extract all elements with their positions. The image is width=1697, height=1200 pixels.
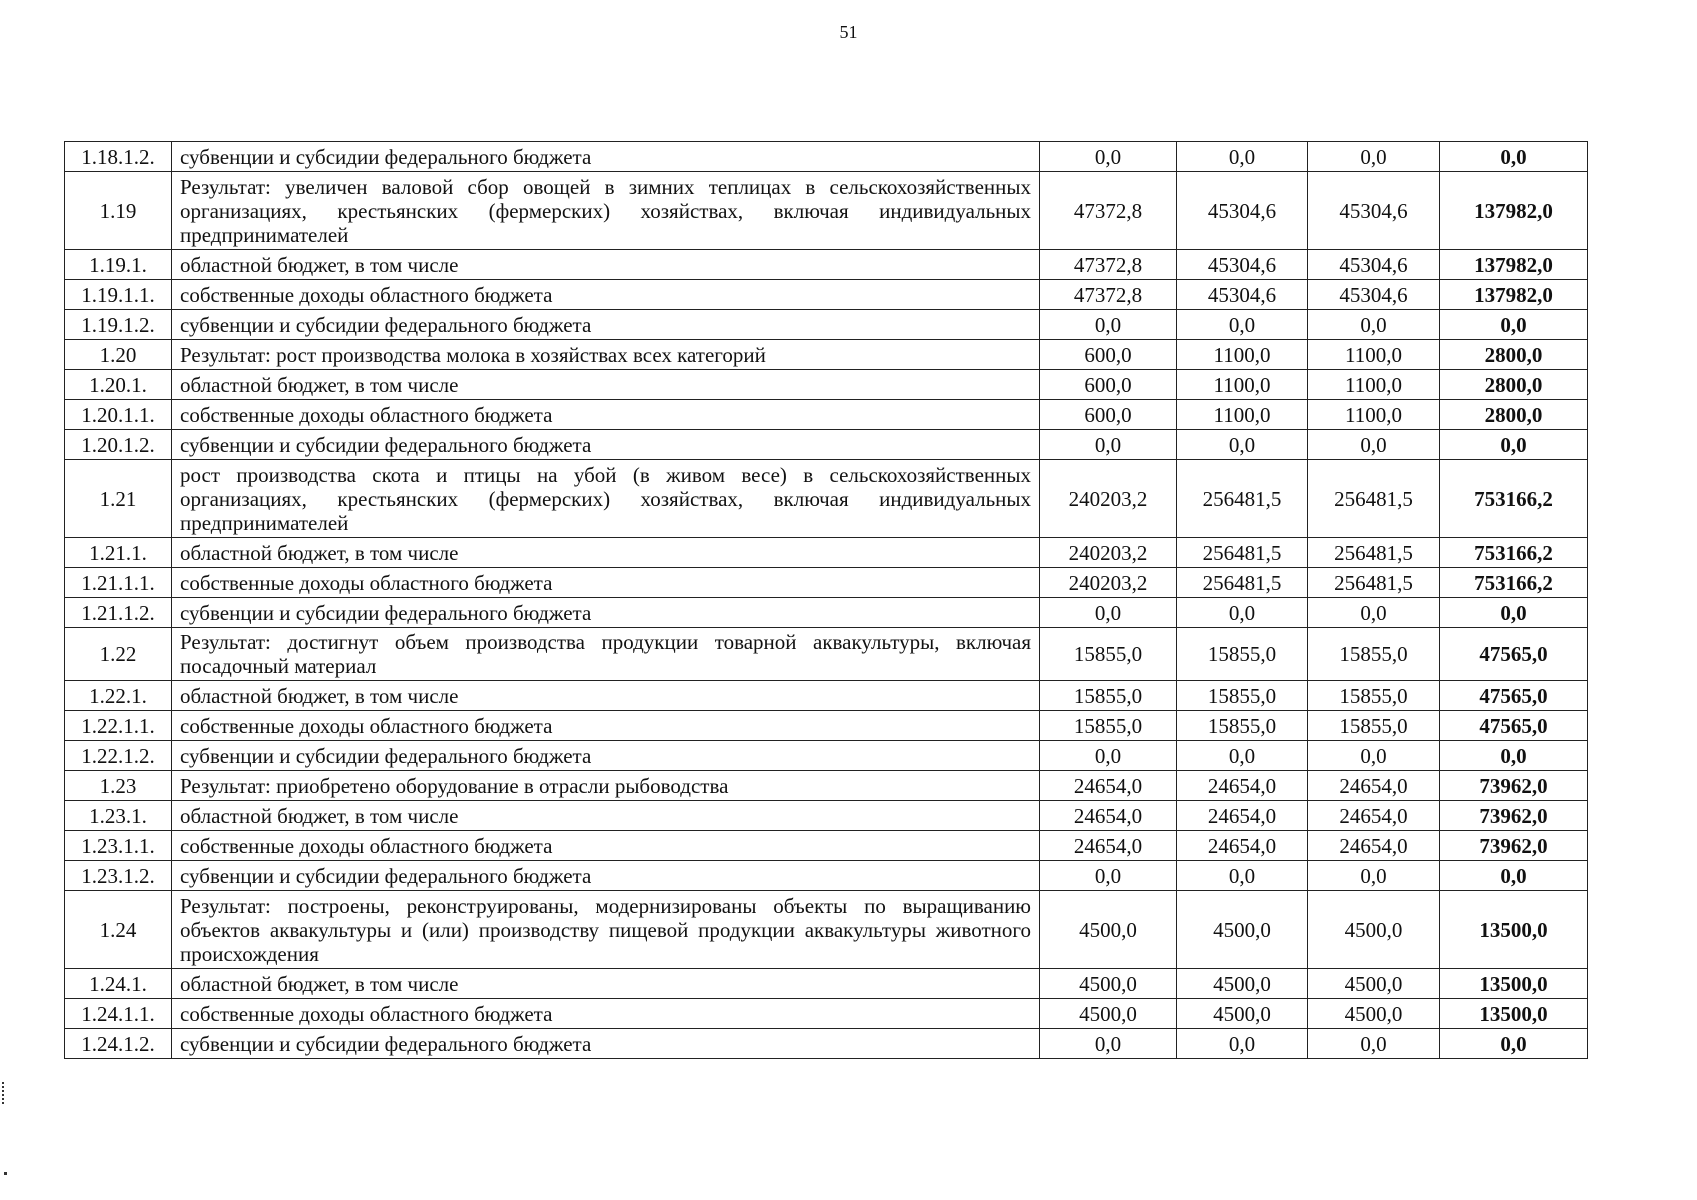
table-row <box>65 771 1588 801</box>
row-total: 47565,0 <box>1440 681 1588 711</box>
table-row <box>65 598 1588 628</box>
table-row <box>65 831 1588 861</box>
row-value-1: 0,0 <box>1040 310 1177 340</box>
row-value-2: 24654,0 <box>1177 771 1308 801</box>
row-value-1: 24654,0 <box>1040 801 1177 831</box>
row-value-3: 1100,0 <box>1308 400 1440 430</box>
row-total: 73962,0 <box>1440 771 1588 801</box>
row-total: 73962,0 <box>1440 801 1588 831</box>
row-description: собственные доходы областного бюджета <box>172 568 1040 598</box>
row-total: 13500,0 <box>1440 891 1588 969</box>
row-value-3: 0,0 <box>1308 310 1440 340</box>
row-value-1: 47372,8 <box>1040 172 1177 250</box>
row-total: 0,0 <box>1440 430 1588 460</box>
row-total: 753166,2 <box>1440 538 1588 568</box>
row-value-2: 45304,6 <box>1177 250 1308 280</box>
row-value-1: 24654,0 <box>1040 771 1177 801</box>
row-description: областной бюджет, в том числе <box>172 538 1040 568</box>
table-row <box>65 711 1588 741</box>
row-value-3: 4500,0 <box>1308 999 1440 1029</box>
row-code: 1.19.1.1. <box>65 280 172 310</box>
row-total: 0,0 <box>1440 310 1588 340</box>
row-value-2: 4500,0 <box>1177 999 1308 1029</box>
table-row <box>65 538 1588 568</box>
row-value-3: 256481,5 <box>1308 568 1440 598</box>
row-value-2: 45304,6 <box>1177 280 1308 310</box>
table-row <box>65 568 1588 598</box>
table-row <box>65 460 1588 538</box>
row-value-3: 0,0 <box>1308 1029 1440 1059</box>
row-description: собственные доходы областного бюджета <box>172 999 1040 1029</box>
row-code: 1.20 <box>65 340 172 370</box>
row-value-1: 240203,2 <box>1040 460 1177 538</box>
budget-table-body <box>65 142 1588 1059</box>
row-value-2: 15855,0 <box>1177 711 1308 741</box>
row-value-1: 0,0 <box>1040 861 1177 891</box>
row-total: 47565,0 <box>1440 711 1588 741</box>
row-total: 2800,0 <box>1440 370 1588 400</box>
table-row <box>65 1029 1588 1059</box>
row-description: Результат: увеличен валовой сбор овощей в зимних теплицах в сельскохозяйственных организациях, крестьянских (фермерских) хозяйствах, включая индивидуальных предпринимателей <box>172 172 1040 250</box>
table-row <box>65 250 1588 280</box>
row-code: 1.23.1. <box>65 801 172 831</box>
row-description: собственные доходы областного бюджета <box>172 831 1040 861</box>
row-value-2: 15855,0 <box>1177 681 1308 711</box>
table-row <box>65 741 1588 771</box>
row-code: 1.20.1.2. <box>65 430 172 460</box>
row-description: собственные доходы областного бюджета <box>172 280 1040 310</box>
row-value-1: 0,0 <box>1040 430 1177 460</box>
row-value-3: 24654,0 <box>1308 801 1440 831</box>
row-value-1: 240203,2 <box>1040 538 1177 568</box>
row-description: Результат: рост производства молока в хозяйствах всех категорий <box>172 340 1040 370</box>
row-total: 13500,0 <box>1440 999 1588 1029</box>
row-code: 1.23.1.2. <box>65 861 172 891</box>
row-code: 1.24.1.1. <box>65 999 172 1029</box>
row-description: субвенции и субсидии федерального бюджета <box>172 430 1040 460</box>
row-value-3: 0,0 <box>1308 861 1440 891</box>
row-value-1: 600,0 <box>1040 370 1177 400</box>
row-value-3: 45304,6 <box>1308 172 1440 250</box>
row-value-2: 0,0 <box>1177 1029 1308 1059</box>
row-value-3: 45304,6 <box>1308 280 1440 310</box>
row-value-3: 15855,0 <box>1308 681 1440 711</box>
row-total: 137982,0 <box>1440 172 1588 250</box>
table-row <box>65 400 1588 430</box>
row-description: областной бюджет, в том числе <box>172 681 1040 711</box>
row-value-3: 15855,0 <box>1308 628 1440 681</box>
row-code: 1.21.1.1. <box>65 568 172 598</box>
row-code: 1.19.1. <box>65 250 172 280</box>
row-code: 1.19.1.2. <box>65 310 172 340</box>
row-description: Результат: достигнут объем производства продукции товарной аквакультуры, включая посадочный материал <box>172 628 1040 681</box>
row-total: 137982,0 <box>1440 250 1588 280</box>
row-total: 0,0 <box>1440 741 1588 771</box>
row-value-3: 0,0 <box>1308 142 1440 172</box>
row-value-2: 24654,0 <box>1177 801 1308 831</box>
row-value-1: 15855,0 <box>1040 628 1177 681</box>
row-value-2: 256481,5 <box>1177 538 1308 568</box>
row-value-3: 0,0 <box>1308 430 1440 460</box>
row-total: 2800,0 <box>1440 340 1588 370</box>
row-description: субвенции и субсидии федерального бюджета <box>172 598 1040 628</box>
table-row <box>65 999 1588 1029</box>
row-value-2: 0,0 <box>1177 310 1308 340</box>
row-value-2: 0,0 <box>1177 861 1308 891</box>
row-value-1: 4500,0 <box>1040 969 1177 999</box>
row-description: субвенции и субсидии федерального бюджета <box>172 861 1040 891</box>
table-row <box>65 681 1588 711</box>
row-value-1: 0,0 <box>1040 142 1177 172</box>
row-description: рост производства скота и птицы на убой (в живом весе) в сельскохозяйственных организациях, крестьянских (фермерских) хозяйствах, включая индивидуальных предпринимателей <box>172 460 1040 538</box>
table-row <box>65 172 1588 250</box>
row-value-3: 1100,0 <box>1308 340 1440 370</box>
page-number: 51 <box>839 22 858 42</box>
row-value-1: 4500,0 <box>1040 999 1177 1029</box>
row-total: 2800,0 <box>1440 400 1588 430</box>
row-total: 13500,0 <box>1440 969 1588 999</box>
row-total: 0,0 <box>1440 598 1588 628</box>
row-value-2: 1100,0 <box>1177 370 1308 400</box>
row-total: 753166,2 <box>1440 460 1588 538</box>
table-row <box>65 142 1588 172</box>
row-description: субвенции и субсидии федерального бюджета <box>172 1029 1040 1059</box>
row-value-1: 15855,0 <box>1040 681 1177 711</box>
row-value-3: 4500,0 <box>1308 969 1440 999</box>
row-value-1: 600,0 <box>1040 400 1177 430</box>
row-code: 1.22.1.1. <box>65 711 172 741</box>
row-description: областной бюджет, в том числе <box>172 801 1040 831</box>
row-value-3: 15855,0 <box>1308 711 1440 741</box>
row-total: 0,0 <box>1440 1029 1588 1059</box>
row-description: субвенции и субсидии федерального бюджета <box>172 741 1040 771</box>
scan-margin-mark <box>2 1082 7 1104</box>
row-total: 73962,0 <box>1440 831 1588 861</box>
row-description: Результат: построены, реконструированы, модернизированы объекты по выращиванию объектов аквакультуры и (или) производству пищевой продукции аквакультуры животного происхождения <box>172 891 1040 969</box>
row-description: субвенции и субсидии федерального бюджета <box>172 142 1040 172</box>
row-value-1: 0,0 <box>1040 598 1177 628</box>
row-description: областной бюджет, в том числе <box>172 969 1040 999</box>
row-total: 0,0 <box>1440 142 1588 172</box>
row-code: 1.22 <box>65 628 172 681</box>
row-value-1: 0,0 <box>1040 1029 1177 1059</box>
scan-margin-dot <box>4 1172 7 1175</box>
row-code: 1.21.1.2. <box>65 598 172 628</box>
row-code: 1.21.1. <box>65 538 172 568</box>
row-code: 1.22.1. <box>65 681 172 711</box>
row-code: 1.20.1. <box>65 370 172 400</box>
table-row <box>65 891 1588 969</box>
row-value-2: 0,0 <box>1177 741 1308 771</box>
row-total: 137982,0 <box>1440 280 1588 310</box>
table-row <box>65 310 1588 340</box>
table-row <box>65 340 1588 370</box>
row-code: 1.22.1.2. <box>65 741 172 771</box>
table-row <box>65 861 1588 891</box>
row-code: 1.23 <box>65 771 172 801</box>
row-value-2: 0,0 <box>1177 142 1308 172</box>
table-row <box>65 430 1588 460</box>
row-value-3: 256481,5 <box>1308 460 1440 538</box>
row-value-3: 24654,0 <box>1308 771 1440 801</box>
row-value-1: 240203,2 <box>1040 568 1177 598</box>
table-row <box>65 280 1588 310</box>
row-total: 47565,0 <box>1440 628 1588 681</box>
row-value-3: 24654,0 <box>1308 831 1440 861</box>
row-value-2: 256481,5 <box>1177 568 1308 598</box>
row-code: 1.24.1. <box>65 969 172 999</box>
row-value-2: 45304,6 <box>1177 172 1308 250</box>
table-row <box>65 801 1588 831</box>
row-value-2: 1100,0 <box>1177 400 1308 430</box>
row-value-1: 0,0 <box>1040 741 1177 771</box>
row-value-1: 24654,0 <box>1040 831 1177 861</box>
row-description: субвенции и субсидии федерального бюджета <box>172 310 1040 340</box>
row-value-2: 15855,0 <box>1177 628 1308 681</box>
table-row <box>65 628 1588 681</box>
row-description: областной бюджет, в том числе <box>172 250 1040 280</box>
row-value-1: 600,0 <box>1040 340 1177 370</box>
row-value-2: 1100,0 <box>1177 340 1308 370</box>
row-code: 1.23.1.1. <box>65 831 172 861</box>
row-value-1: 4500,0 <box>1040 891 1177 969</box>
table-row <box>65 370 1588 400</box>
row-description: Результат: приобретено оборудование в отрасли рыбоводства <box>172 771 1040 801</box>
row-code: 1.21 <box>65 460 172 538</box>
row-value-1: 47372,8 <box>1040 280 1177 310</box>
budget-table <box>64 141 1588 1059</box>
row-code: 1.19 <box>65 172 172 250</box>
row-value-1: 47372,8 <box>1040 250 1177 280</box>
row-value-2: 4500,0 <box>1177 891 1308 969</box>
row-value-2: 0,0 <box>1177 430 1308 460</box>
table-row <box>65 969 1588 999</box>
row-value-2: 24654,0 <box>1177 831 1308 861</box>
row-value-2: 0,0 <box>1177 598 1308 628</box>
row-value-1: 15855,0 <box>1040 711 1177 741</box>
row-total: 753166,2 <box>1440 568 1588 598</box>
row-description: собственные доходы областного бюджета <box>172 711 1040 741</box>
row-description: собственные доходы областного бюджета <box>172 400 1040 430</box>
row-value-2: 4500,0 <box>1177 969 1308 999</box>
row-value-3: 0,0 <box>1308 741 1440 771</box>
row-code: 1.20.1.1. <box>65 400 172 430</box>
row-value-3: 1100,0 <box>1308 370 1440 400</box>
row-value-2: 256481,5 <box>1177 460 1308 538</box>
row-value-3: 0,0 <box>1308 598 1440 628</box>
row-value-3: 45304,6 <box>1308 250 1440 280</box>
row-description: областной бюджет, в том числе <box>172 370 1040 400</box>
row-code: 1.18.1.2. <box>65 142 172 172</box>
row-total: 0,0 <box>1440 861 1588 891</box>
row-code: 1.24.1.2. <box>65 1029 172 1059</box>
row-value-3: 4500,0 <box>1308 891 1440 969</box>
row-code: 1.24 <box>65 891 172 969</box>
row-value-3: 256481,5 <box>1308 538 1440 568</box>
